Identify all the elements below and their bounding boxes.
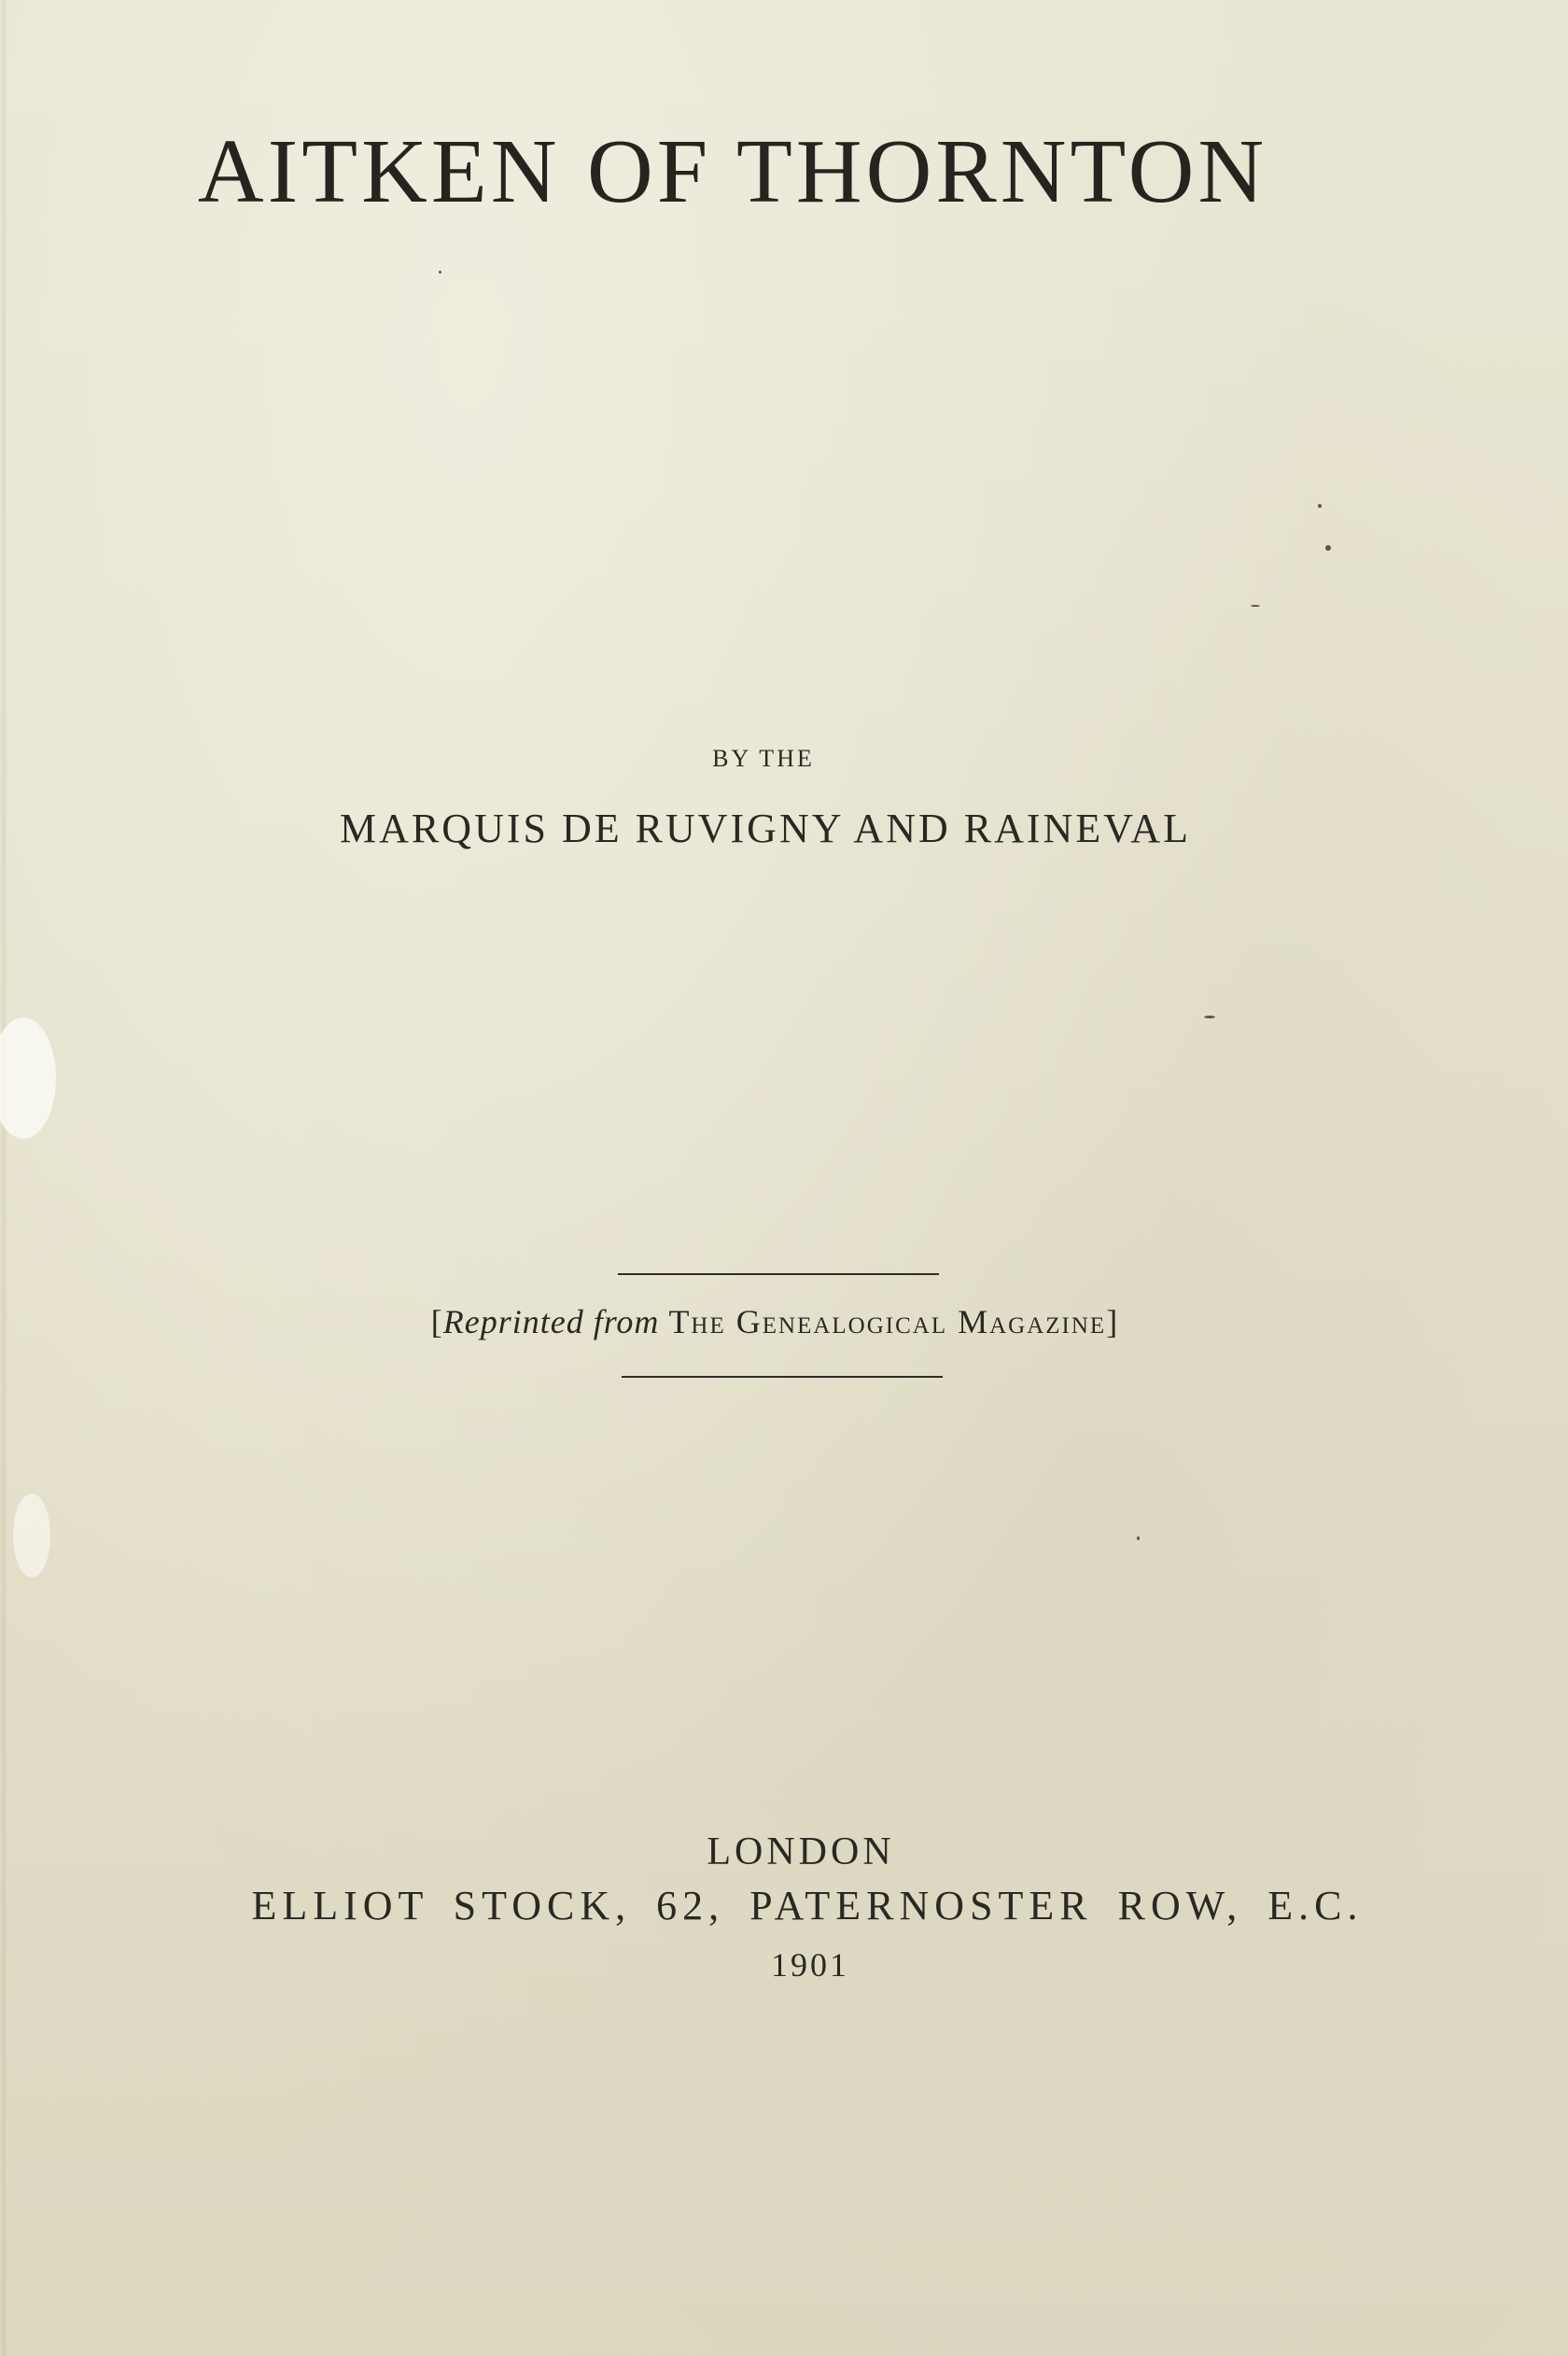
foxing-spot bbox=[1204, 1016, 1215, 1018]
imprint-publisher: ELLIOT STOCK, 62, PATERNOSTER ROW, E.C. bbox=[251, 1883, 1364, 1928]
foxing-spot bbox=[1325, 545, 1331, 551]
foxing-spot bbox=[1251, 605, 1260, 607]
paper-wear bbox=[13, 1494, 50, 1578]
foxing-spot bbox=[1318, 504, 1322, 508]
imprint-year: 1901 bbox=[771, 1946, 849, 1984]
divider-top bbox=[618, 1273, 939, 1275]
paper-tear bbox=[0, 1017, 56, 1139]
foxing-spot bbox=[439, 271, 441, 273]
page-edge-shadow bbox=[0, 0, 7, 2356]
divider-bottom bbox=[622, 1376, 943, 1378]
close-bracket: ] bbox=[1106, 1303, 1119, 1340]
open-bracket: [ bbox=[430, 1303, 443, 1340]
book-title: AITKEN OF THORNTON bbox=[197, 121, 1268, 222]
reprint-note bbox=[0, 1302, 1549, 1341]
byline-prefix: BY THE bbox=[712, 745, 815, 772]
foxing-spot bbox=[1137, 1536, 1140, 1540]
source-publication: The Genealogical Magazine bbox=[668, 1303, 1107, 1340]
imprint-city: LONDON bbox=[707, 1830, 895, 1873]
author-name: MARQUIS DE RUVIGNY AND RAINEVAL bbox=[340, 806, 1191, 851]
reprinted-from-label: Reprinted from bbox=[442, 1303, 660, 1340]
